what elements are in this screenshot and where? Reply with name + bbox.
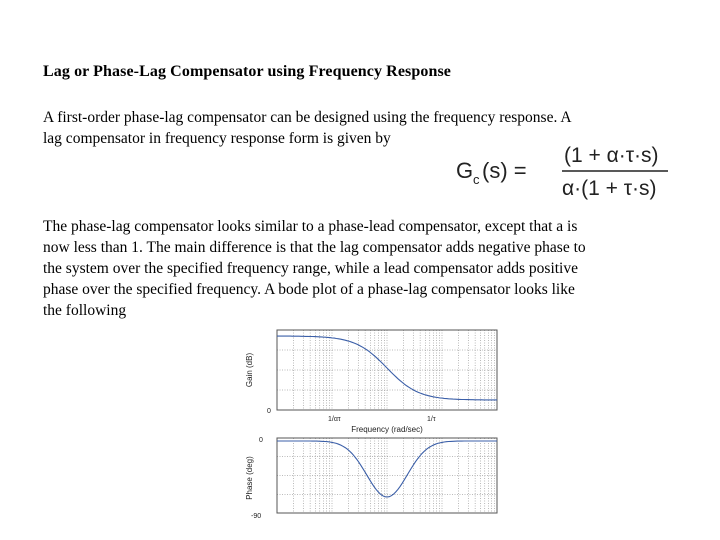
phase-grid <box>277 438 497 513</box>
formula-denominator: α·(1 + τ·s) <box>562 177 657 200</box>
formula-lhs: G <box>456 158 474 183</box>
description-line-1: The phase-lag compensator looks similar to a phase-lead compensator, except that a is <box>43 218 578 235</box>
description-line-3: the system over the specified frequency range, while a lead compensator adds positive <box>43 260 578 277</box>
gain-axis-label: Gain (dB) <box>245 352 254 388</box>
gain-tick-zero: 0 <box>267 408 271 415</box>
formula-lhs-subscript: c <box>473 172 480 187</box>
description-line-2: now less than 1. The main difference is that the lag compensator adds negative phase to <box>43 239 586 256</box>
freq-tick-1-over-alpha-tau: 1/ατ <box>328 416 341 423</box>
gain-grid <box>277 330 497 410</box>
formula-lhs-argument: (s) = <box>482 158 527 183</box>
frequency-axis-label: Frequency (rad/sec) <box>351 425 423 434</box>
phase-tick-zero: 0 <box>259 437 263 444</box>
description-line-5: the following <box>43 302 127 319</box>
freq-tick-1-over-tau: 1/τ <box>427 416 436 423</box>
phase-tick-minus-90: -90 <box>251 513 262 520</box>
description-paragraph <box>43 216 683 321</box>
intro-line-1: A first-order phase-lag compensator can be designed using the frequency response. A <box>43 109 572 126</box>
lag-compensator-formula <box>454 140 674 202</box>
intro-line-2: lag compensator in frequency response form is given by <box>43 130 391 147</box>
description-line-4: phase over the specified frequency. A bode plot of a phase-lag compensator looks like <box>43 281 575 298</box>
formula-numerator: (1 + α·τ·s) <box>564 144 659 167</box>
phase-axis-label: Phase (deg) <box>245 456 254 500</box>
bode-plot <box>240 328 510 524</box>
page-title: Lag or Phase-Lag Compensator using Frequency Response <box>43 63 451 80</box>
